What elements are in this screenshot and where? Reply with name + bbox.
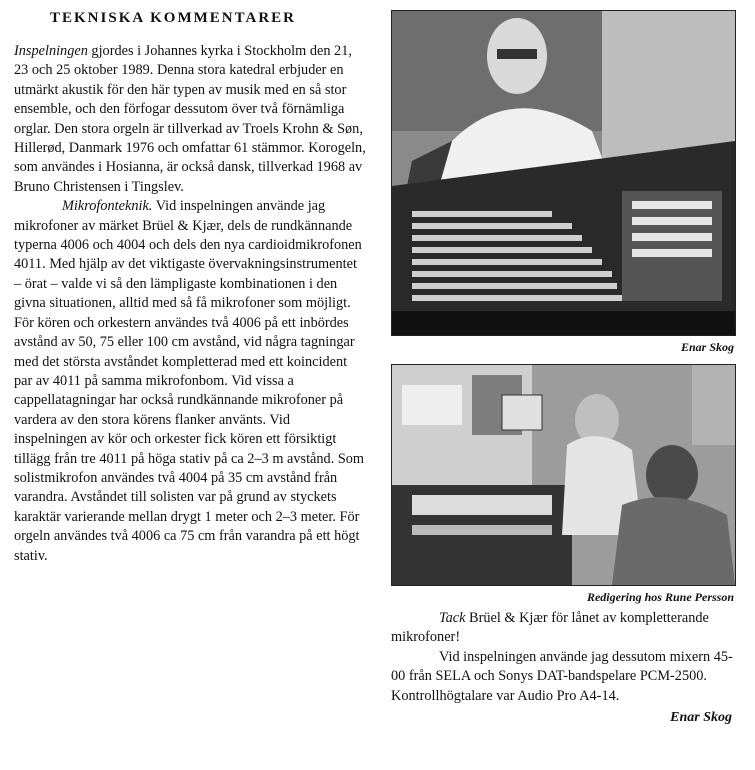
photo2-caption: Redigering hos Rune Persson — [586, 590, 734, 604]
paragraph-microphone-text: Vid inspelningen använde jag mikrofoner av märket Brüel & Kjær, dels de rundkännande typerna 4006 och 4004 och dels den nya cardioidmikrofonen 4011. Med hjälp av det viktigaste övervakningsinstrumentet – örat – valde vi så den lämpligaste kombinationen i den givna situationen, alltid med så få mikrofoner som möjligt. För kören och orkestern användes två 4006 på ett inbördes avstånd av 50, 75 eller 100 cm avstånd, vid några tagningar med det största avståndet kompletterad med ett koincident par av 4011 på samma mikrofonbom. Vid vissa a cappellatagningar har också rundkännande mikrofoner på vardera av den stora körens flanker använts. Vid inspelningen av kör och orkester fick kören ett försiktigt tillägg från tre 4011 på höga stativ på ca 2–3 m avstånd. Som solistmikrofon användes två 4004 på 35 cm avstånd från varandra. Avståndet till solisten var på grund av styckets karaktär varierande mellan drygt 1 meter och 2–3 meter. För orgeln användes två 4006 ca 75 cm från varandra på ett högt stativ. — [14, 198, 365, 564]
page-heading: TEKNISKA KOMMENTARER — [50, 10, 296, 26]
left-column — [14, 10, 366, 566]
photo-engineer-at-console — [391, 10, 736, 336]
paragraph-recording-text: gjordes i Johannes kyrka i Stockholm den 21, 23 och 25 oktober 1989. Denna stora katedral erbjuder en utmärkt akustik för den här typen av musik med en så stor ensemble, och den förfogar dessutom över två förnämliga orglar. Den stora orgeln är tillverkad av Troels Krohn & Søn, Hillerød, Danmark 1976 och omfattar 61 stämmor. Korogeln, som användes i Hosianna, är också dansk, tillverkad 1968 av Bruno Christensen i Tingslev. — [14, 43, 366, 195]
photo-editing-image — [392, 365, 735, 585]
right-column — [391, 10, 736, 726]
paragraph-thanks — [391, 609, 736, 648]
paragraph-equipment: Vid inspelningen använde jag dessutom mixern 45-00 från SELA och Sonys DAT-bandspelare PCM-2500. Kontrollhögtalare var Audio Pro A4-14. — [391, 648, 733, 704]
photo-editing-room — [391, 364, 736, 586]
lead-mikrofonteknik: Mikrofonteknik. — [62, 198, 153, 215]
lead-tack: Tack — [439, 610, 466, 626]
lead-inspelningen: Inspelningen — [14, 43, 88, 59]
paragraph-microphone-technique — [14, 197, 366, 566]
photo-engineer-image — [392, 11, 735, 335]
paragraph-recording — [14, 42, 366, 197]
photo1-caption: Enar Skog — [680, 340, 734, 354]
paragraph-thanks-text: Brüel & Kjær för lånet av kompletterande mikrofoner! — [391, 610, 709, 646]
signature: Enar Skog — [670, 710, 732, 726]
